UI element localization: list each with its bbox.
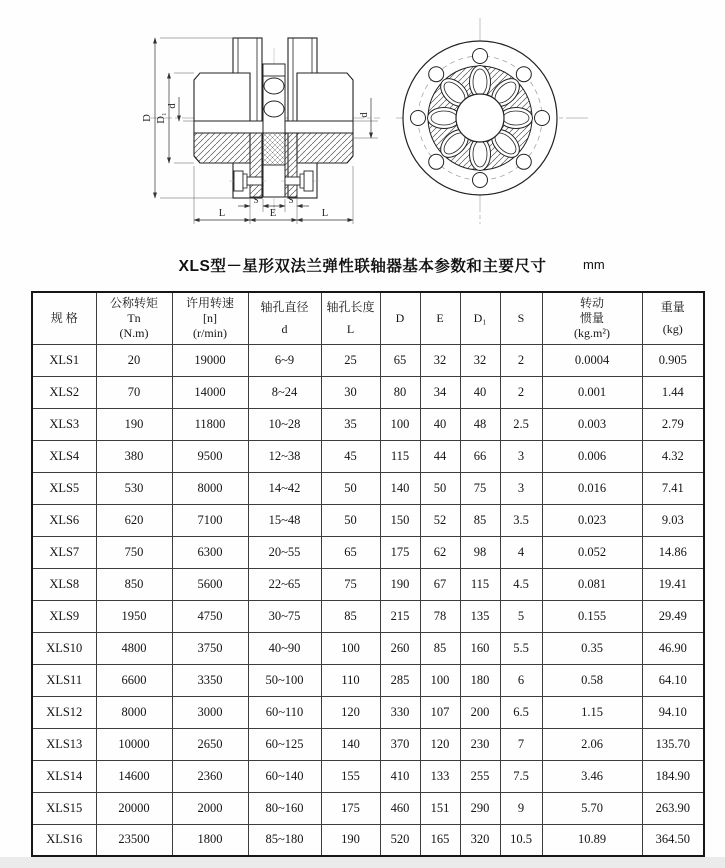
value-cell: 2.06	[542, 728, 642, 760]
value-cell: 22~65	[248, 568, 321, 600]
value-cell: 7.41	[642, 472, 704, 504]
value-cell: 530	[96, 472, 172, 504]
value-cell: 66	[460, 440, 500, 472]
value-cell: 75	[460, 472, 500, 504]
table-row	[32, 504, 704, 536]
value-cell: 750	[96, 536, 172, 568]
value-cell: 0.905	[642, 344, 704, 376]
value-cell: 78	[420, 600, 460, 632]
unit-label: mm	[583, 257, 605, 272]
table-row	[32, 728, 704, 760]
value-cell: 0.023	[542, 504, 642, 536]
value-cell: 75	[321, 568, 380, 600]
value-cell: 70	[96, 376, 172, 408]
table-row	[32, 568, 704, 600]
value-cell: 165	[420, 824, 460, 856]
value-cell: 5.70	[542, 792, 642, 824]
value-cell: 34	[420, 376, 460, 408]
value-cell: 85	[321, 600, 380, 632]
value-cell: 4.5	[500, 568, 542, 600]
value-cell: 3750	[172, 632, 248, 664]
technical-drawing	[0, 0, 725, 250]
value-cell: 115	[460, 568, 500, 600]
value-cell: 2650	[172, 728, 248, 760]
spec-cell: XLS2	[32, 376, 96, 408]
value-cell: 5.5	[500, 632, 542, 664]
spec-cell: XLS1	[32, 344, 96, 376]
value-cell: 40	[460, 376, 500, 408]
dim-label-s-right: S	[288, 195, 294, 205]
table-row	[32, 824, 704, 856]
spec-cell: XLS16	[32, 824, 96, 856]
col-header-weight: 重量 (kg)	[642, 292, 704, 344]
col-header-inertia: 转动 惯量 (kg.m²)	[542, 292, 642, 344]
value-cell: 1950	[96, 600, 172, 632]
table-row	[32, 760, 704, 792]
value-cell: 6300	[172, 536, 248, 568]
dim-label-s-left: S	[253, 195, 259, 205]
value-cell: 215	[380, 600, 420, 632]
table-row	[32, 600, 704, 632]
table-row	[32, 376, 704, 408]
dim-label-e: E	[269, 208, 277, 219]
value-cell: 135.70	[642, 728, 704, 760]
value-cell: 3000	[172, 696, 248, 728]
value-cell: 14~42	[248, 472, 321, 504]
value-cell: 120	[321, 696, 380, 728]
value-cell: 200	[460, 696, 500, 728]
value-cell: 15~48	[248, 504, 321, 536]
value-cell: 0.155	[542, 600, 642, 632]
value-cell: 410	[380, 760, 420, 792]
value-cell: 2	[500, 344, 542, 376]
value-cell: 255	[460, 760, 500, 792]
value-cell: 14000	[172, 376, 248, 408]
value-cell: 7100	[172, 504, 248, 536]
dim-label-d-right: d	[359, 112, 370, 118]
value-cell: 64.10	[642, 664, 704, 696]
value-cell: 850	[96, 568, 172, 600]
value-cell: 35	[321, 408, 380, 440]
value-cell: 40	[420, 408, 460, 440]
value-cell: 3	[500, 472, 542, 504]
value-cell: 3350	[172, 664, 248, 696]
table-row	[32, 664, 704, 696]
spec-cell: XLS9	[32, 600, 96, 632]
value-cell: 330	[380, 696, 420, 728]
value-cell: 155	[321, 760, 380, 792]
value-cell: 0.0004	[542, 344, 642, 376]
value-cell: 80~160	[248, 792, 321, 824]
spec-cell: XLS8	[32, 568, 96, 600]
value-cell: 60~140	[248, 760, 321, 792]
value-cell: 60~125	[248, 728, 321, 760]
value-cell: 11800	[172, 408, 248, 440]
value-cell: 10.5	[500, 824, 542, 856]
value-cell: 120	[420, 728, 460, 760]
value-cell: 14600	[96, 760, 172, 792]
value-cell: 6~9	[248, 344, 321, 376]
dim-label-d-left: d	[167, 103, 178, 109]
value-cell: 285	[380, 664, 420, 696]
spec-cell: XLS7	[32, 536, 96, 568]
value-cell: 0.052	[542, 536, 642, 568]
col-header-spec: 规 格	[32, 292, 96, 344]
col-header-E: E	[420, 292, 460, 344]
value-cell: 520	[380, 824, 420, 856]
value-cell: 184.90	[642, 760, 704, 792]
value-cell: 320	[460, 824, 500, 856]
value-cell: 40~90	[248, 632, 321, 664]
coupling-front-view	[396, 18, 588, 224]
value-cell: 3	[500, 440, 542, 472]
value-cell: 32	[420, 344, 460, 376]
table-row	[32, 792, 704, 824]
value-cell: 230	[460, 728, 500, 760]
value-cell: 2000	[172, 792, 248, 824]
value-cell: 9	[500, 792, 542, 824]
value-cell: 7	[500, 728, 542, 760]
value-cell: 135	[460, 600, 500, 632]
value-cell: 0.003	[542, 408, 642, 440]
col-header-D1: D₁	[460, 292, 500, 344]
value-cell: 50	[321, 504, 380, 536]
footer-strip	[0, 857, 725, 868]
table-header	[32, 292, 704, 344]
value-cell: 19000	[172, 344, 248, 376]
coupling-section-view	[142, 38, 380, 224]
spec-cell: XLS4	[32, 440, 96, 472]
value-cell: 3.46	[542, 760, 642, 792]
title-row	[0, 254, 725, 278]
value-cell: 14.86	[642, 536, 704, 568]
value-cell: 0.081	[542, 568, 642, 600]
value-cell: 85~180	[248, 824, 321, 856]
spec-cell: XLS5	[32, 472, 96, 504]
value-cell: 29.49	[642, 600, 704, 632]
value-cell: 0.016	[542, 472, 642, 504]
table-row	[32, 472, 704, 504]
value-cell: 4800	[96, 632, 172, 664]
parameters-table	[31, 291, 705, 857]
table-row	[32, 632, 704, 664]
value-cell: 23500	[96, 824, 172, 856]
value-cell: 12~38	[248, 440, 321, 472]
value-cell: 7.5	[500, 760, 542, 792]
value-cell: 80	[380, 376, 420, 408]
value-cell: 30~75	[248, 600, 321, 632]
value-cell: 175	[380, 536, 420, 568]
value-cell: 46.90	[642, 632, 704, 664]
value-cell: 52	[420, 504, 460, 536]
value-cell: 98	[460, 536, 500, 568]
table-body	[32, 344, 704, 856]
spec-cell: XLS3	[32, 408, 96, 440]
table-row	[32, 440, 704, 472]
col-header-speed: 许用转速 [n] (r/min)	[172, 292, 248, 344]
value-cell: 140	[321, 728, 380, 760]
spec-cell: XLS12	[32, 696, 96, 728]
value-cell: 100	[321, 632, 380, 664]
value-cell: 150	[380, 504, 420, 536]
value-cell: 20~55	[248, 536, 321, 568]
value-cell: 2	[500, 376, 542, 408]
dim-label-l-right: L	[321, 208, 329, 219]
value-cell: 8000	[172, 472, 248, 504]
value-cell: 9.03	[642, 504, 704, 536]
value-cell: 180	[460, 664, 500, 696]
dim-label-D: D	[142, 114, 153, 122]
value-cell: 6600	[96, 664, 172, 696]
col-header-D: D	[380, 292, 420, 344]
value-cell: 20	[96, 344, 172, 376]
col-header-bore-l: 轴孔长度 L	[321, 292, 380, 344]
spec-cell: XLS15	[32, 792, 96, 824]
value-cell: 160	[460, 632, 500, 664]
value-cell: 10~28	[248, 408, 321, 440]
page-title: XLS型－星形双法兰弹性联轴器基本参数和主要尺寸	[178, 258, 547, 275]
table-row	[32, 408, 704, 440]
value-cell: 10000	[96, 728, 172, 760]
value-cell: 4.32	[642, 440, 704, 472]
col-header-S: S	[500, 292, 542, 344]
value-cell: 100	[380, 408, 420, 440]
value-cell: 151	[420, 792, 460, 824]
value-cell: 107	[420, 696, 460, 728]
dim-label-l-left: L	[218, 208, 226, 219]
spec-cell: XLS13	[32, 728, 96, 760]
value-cell: 65	[380, 344, 420, 376]
value-cell: 50	[321, 472, 380, 504]
value-cell: 65	[321, 536, 380, 568]
value-cell: 50~100	[248, 664, 321, 696]
value-cell: 50	[420, 472, 460, 504]
value-cell: 0.006	[542, 440, 642, 472]
value-cell: 190	[380, 568, 420, 600]
value-cell: 9500	[172, 440, 248, 472]
value-cell: 460	[380, 792, 420, 824]
value-cell: 19.41	[642, 568, 704, 600]
spec-cell: XLS6	[32, 504, 96, 536]
value-cell: 3.5	[500, 504, 542, 536]
spec-cell: XLS14	[32, 760, 96, 792]
value-cell: 4750	[172, 600, 248, 632]
value-cell: 5	[500, 600, 542, 632]
value-cell: 32	[460, 344, 500, 376]
value-cell: 10.89	[542, 824, 642, 856]
table-row	[32, 696, 704, 728]
value-cell: 115	[380, 440, 420, 472]
value-cell: 370	[380, 728, 420, 760]
value-cell: 67	[420, 568, 460, 600]
value-cell: 2.79	[642, 408, 704, 440]
value-cell: 100	[420, 664, 460, 696]
value-cell: 48	[460, 408, 500, 440]
spec-cell: XLS10	[32, 632, 96, 664]
value-cell: 60~110	[248, 696, 321, 728]
value-cell: 8000	[96, 696, 172, 728]
value-cell: 140	[380, 472, 420, 504]
value-cell: 5600	[172, 568, 248, 600]
value-cell: 263.90	[642, 792, 704, 824]
value-cell: 260	[380, 632, 420, 664]
value-cell: 6	[500, 664, 542, 696]
value-cell: 0.001	[542, 376, 642, 408]
value-cell: 85	[460, 504, 500, 536]
col-header-torque: 公称转矩 Tn (N.m)	[96, 292, 172, 344]
value-cell: 4	[500, 536, 542, 568]
value-cell: 133	[420, 760, 460, 792]
value-cell: 190	[96, 408, 172, 440]
value-cell: 364.50	[642, 824, 704, 856]
col-header-bore-d: 轴孔直径 d	[248, 292, 321, 344]
spec-cell: XLS11	[32, 664, 96, 696]
value-cell: 2360	[172, 760, 248, 792]
value-cell: 0.35	[542, 632, 642, 664]
value-cell: 175	[321, 792, 380, 824]
value-cell: 25	[321, 344, 380, 376]
value-cell: 85	[420, 632, 460, 664]
value-cell: 8~24	[248, 376, 321, 408]
table-row	[32, 536, 704, 568]
value-cell: 62	[420, 536, 460, 568]
value-cell: 2.5	[500, 408, 542, 440]
value-cell: 290	[460, 792, 500, 824]
table-row	[32, 344, 704, 376]
value-cell: 380	[96, 440, 172, 472]
value-cell: 30	[321, 376, 380, 408]
value-cell: 20000	[96, 792, 172, 824]
value-cell: 6.5	[500, 696, 542, 728]
value-cell: 94.10	[642, 696, 704, 728]
value-cell: 190	[321, 824, 380, 856]
value-cell: 0.58	[542, 664, 642, 696]
value-cell: 1800	[172, 824, 248, 856]
value-cell: 620	[96, 504, 172, 536]
value-cell: 1.15	[542, 696, 642, 728]
value-cell: 110	[321, 664, 380, 696]
value-cell: 1.44	[642, 376, 704, 408]
value-cell: 45	[321, 440, 380, 472]
value-cell: 44	[420, 440, 460, 472]
dim-label-D1: D₁	[156, 112, 167, 124]
